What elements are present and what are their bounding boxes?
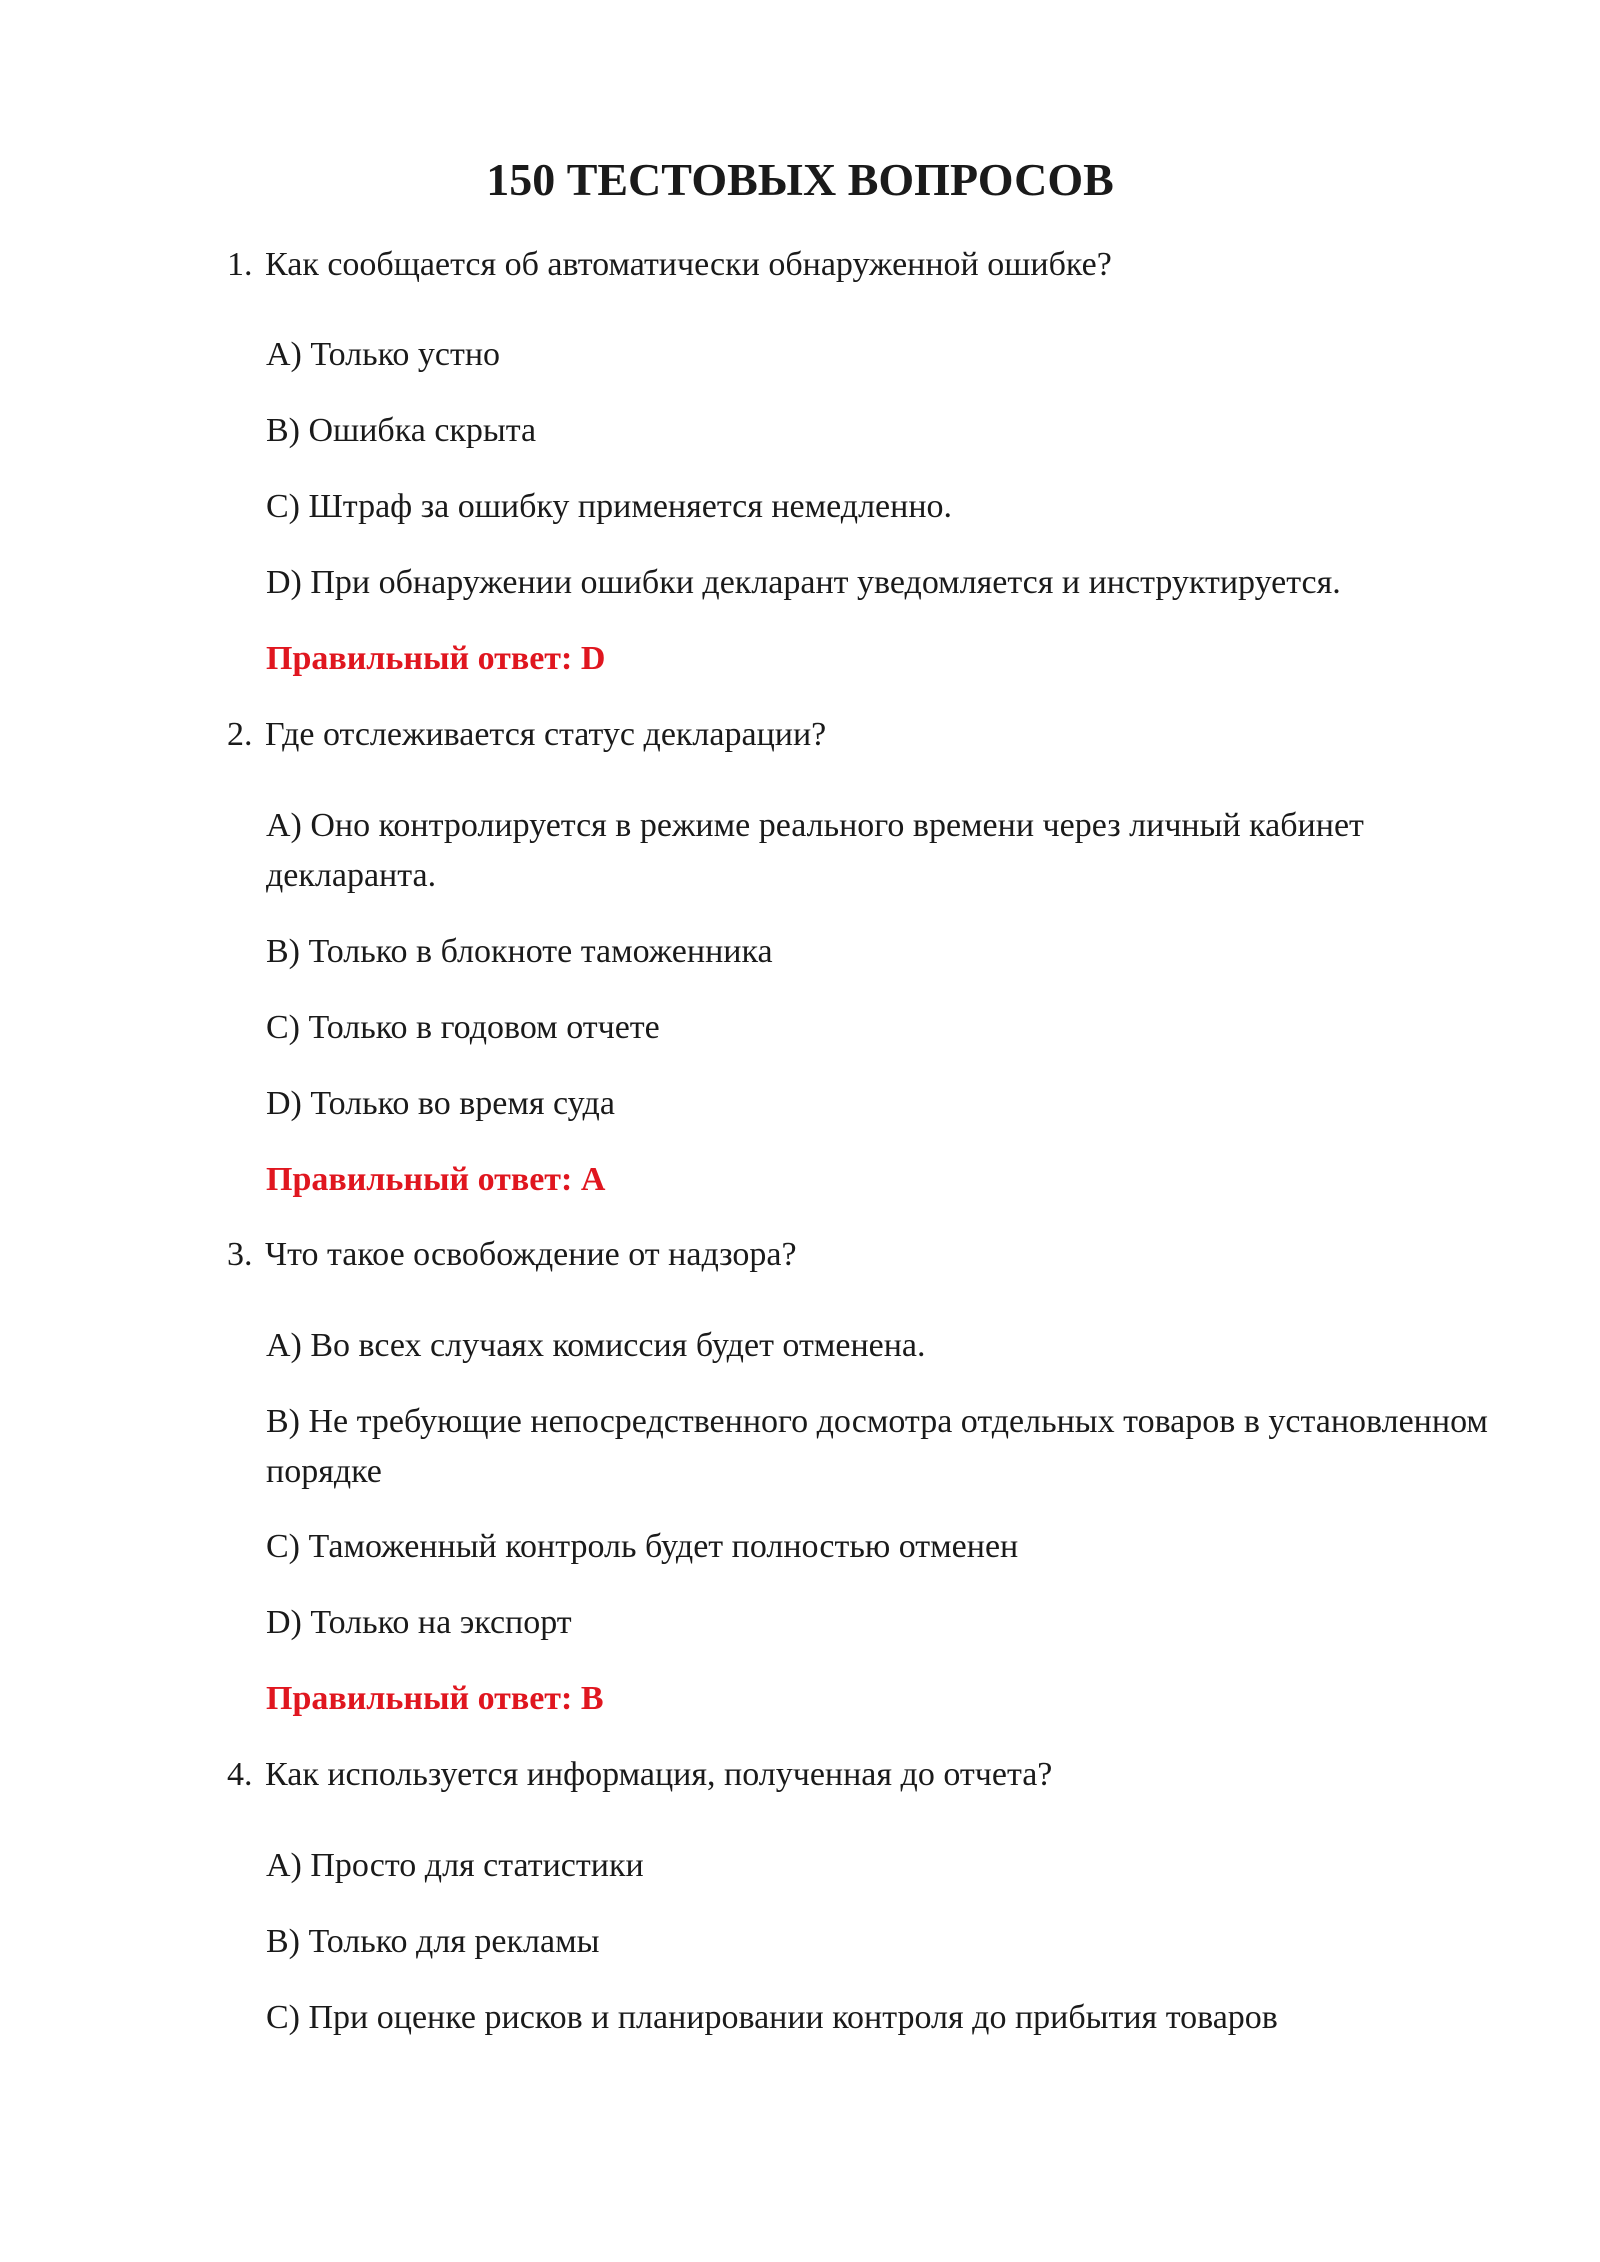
option-3a: A) Во всех случаях комиссия будет отменена.	[266, 1327, 926, 1364]
option-1b: B) Ошибка скрыта	[266, 412, 537, 449]
question-2	[227, 710, 826, 760]
question-text: Что такое освобождение от надзора?	[265, 1236, 797, 1273]
option-3c: C) Таможенный контроль будет полностью отменен	[266, 1528, 1019, 1565]
answer-1: Правильный ответ: D	[266, 640, 606, 677]
question-text: Как сообщается об автоматически обнаруженной ошибке?	[265, 246, 1112, 283]
question-1	[227, 240, 1112, 290]
option-1c: C) Штраф за ошибку применяется немедленно.	[266, 488, 953, 525]
answer-2: Правильный ответ: A	[266, 1161, 606, 1198]
document-title: 150 ТЕСТОВЫХ ВОПРОСОВ	[486, 154, 1114, 205]
answer-3: Правильный ответ: B	[266, 1680, 604, 1717]
option-2b: B) Только в блокноте таможенника	[266, 933, 773, 970]
question-4	[227, 1750, 1052, 1800]
option-4c: C) При оценке рисков и планировании контроля до прибытия товаров	[266, 1999, 1278, 2036]
question-number: 4.	[227, 1756, 253, 1793]
option-2d: D) Только во время суда	[266, 1085, 615, 1122]
option-2a: A) Оно контролируется в режиме реального времени через личный кабинет декларанта.	[266, 807, 1364, 894]
question-number: 3.	[227, 1236, 253, 1273]
option-3d: D) Только на экспорт	[266, 1604, 572, 1641]
question-text: Где отслеживается статус декларации?	[265, 716, 827, 753]
option-4a: A) Просто для статистики	[266, 1847, 644, 1884]
option-1d: D) При обнаружении ошибки декларант уведомляется и инструктируется.	[266, 564, 1341, 601]
question-text: Как используется информация, полученная до отчета?	[265, 1756, 1053, 1793]
option-2c: C) Только в годовом отчете	[266, 1009, 660, 1046]
option-1a: A) Только устно	[266, 336, 501, 373]
option-4b: B) Только для рекламы	[266, 1923, 600, 1960]
question-number: 2.	[227, 716, 253, 753]
option-3b: B) Не требующие непосредственного досмотра отдельных товаров в установленном порядке	[266, 1403, 1488, 1490]
question-number: 1.	[227, 246, 253, 283]
question-3	[227, 1230, 797, 1280]
